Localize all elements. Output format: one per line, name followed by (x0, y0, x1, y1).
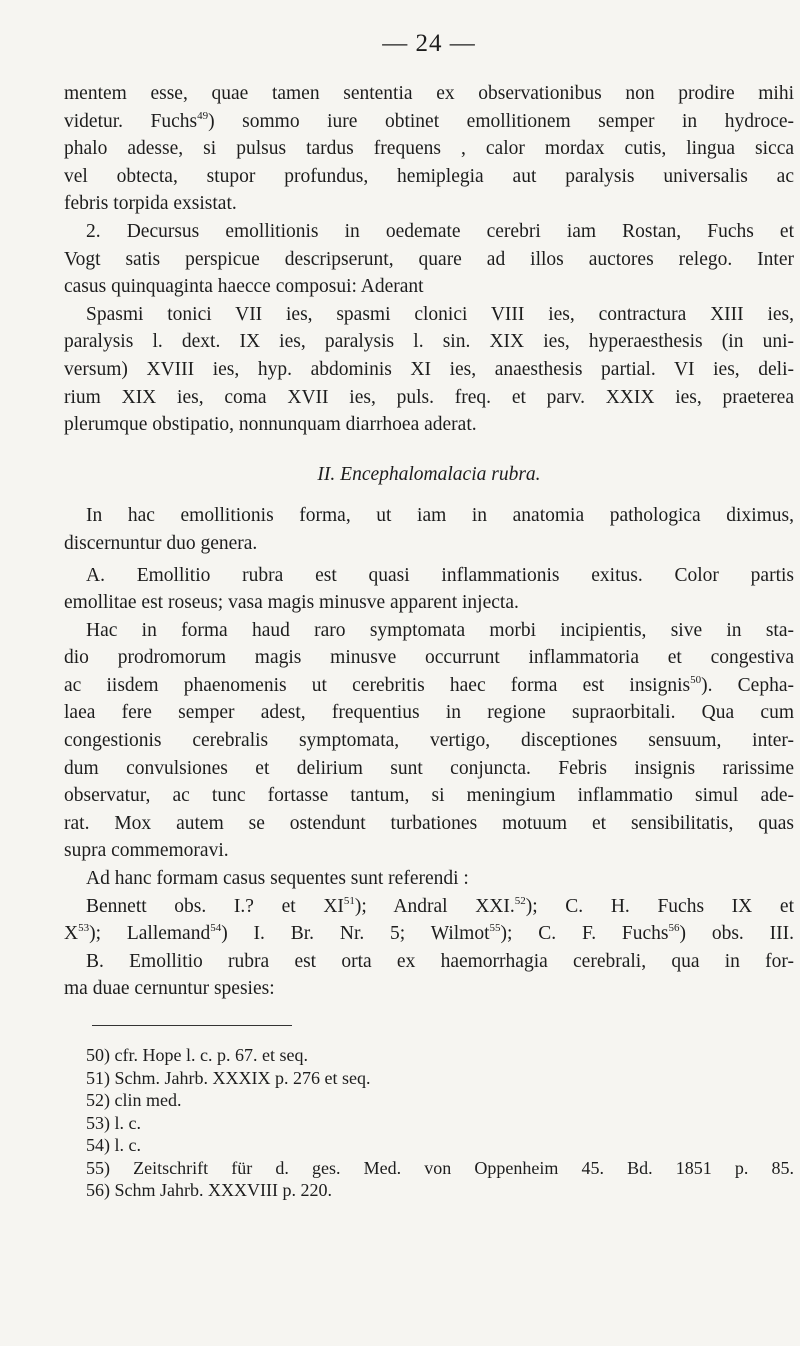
text-line: In hac emollitionis forma, ut iam in anatomia pathologica diximus, (86, 505, 794, 527)
section-heading: II. Encephalomalacia rubra. (317, 463, 541, 485)
footnote: 52) clin med. (86, 1090, 182, 1110)
footnote-ref: 49 (197, 109, 209, 122)
footnote-ref: 55 (489, 922, 501, 935)
text-line: vel obtecta, stupor profundus, hemiplegia aut paralysis universalis ac (64, 165, 794, 187)
text-line: dio prodromorum magis minusve occurrunt inflammatoria et congestiva (64, 647, 794, 669)
text-line: rium XIX ies, coma XVII ies, puls. freq. et parv. XXIX ies, praeterea (64, 386, 794, 408)
footnote: 50) cfr. Hope l. c. p. 67. et seq. (86, 1045, 308, 1065)
footnote: 51) Schm. Jahrb. XXXIX p. 276 et seq. (86, 1067, 371, 1088)
footnote-ref: 52 (514, 894, 526, 907)
page (64, 30, 794, 1202)
paragraph-4 (64, 562, 794, 866)
footnote: 56) Schm Jahrb. XXXVIII p. 220. (86, 1180, 332, 1200)
text-line: mentem esse, quae tamen sententia ex observationibus non prodire mihi (64, 83, 794, 104)
paragraph-1 (64, 80, 794, 218)
footnote-ref: 54 (210, 922, 222, 935)
paragraph-6 (64, 948, 794, 1003)
paragraph-2 (64, 218, 794, 439)
text-line: observatur, ac tunc fortasse tantum, si meningium inflammatio simul ade- (64, 785, 794, 807)
text-line: supra commemoravi. (64, 840, 229, 862)
footnote: 55) Zeitschrift für d. ges. Med. von Oppenheim 45. Bd. 1851 p. 85. (86, 1157, 794, 1178)
text-line: laea fere semper adest, frequentius in regione supraorbitali. Qua cum (64, 702, 794, 724)
text-line: Spasmi tonici VII ies, spasmi clonici VIII ies, contractura XIII ies, (86, 303, 794, 325)
footnote-ref: 50 (690, 673, 702, 686)
text-line: phalo adesse, si pulsus tardus frequens , calor mordax cutis, lingua sicca (64, 138, 794, 160)
text-line: rat. Mox autem se ostendunt turbationes motuum et sensibilitatis, quas (64, 812, 794, 834)
text-line: Vogt satis perspicue descripserunt, quare ad illos auctores relego. Inter (64, 248, 794, 270)
footnote-ref: 51 (343, 894, 355, 907)
text-line: 2. Decursus emollitionis in oedemate cerebri iam Rostan, Fuchs et (86, 220, 794, 242)
paragraph-5 (64, 865, 794, 948)
footnote: 53) l. c. (86, 1112, 141, 1133)
footnote-divider (92, 1025, 292, 1026)
text-line: Ad hanc formam casus sequentes sunt referendi : (86, 868, 469, 890)
text-line: $X^{53}$); Lallemand$^{54}$) I. Br. Nr. 5; Wilmot$^{55}$); C. F. Fuchs$^{56}$) obs. III. (64, 922, 794, 945)
page-number: — 24 — (382, 30, 476, 57)
text-line: A. Emollitio rubra est quasi inflammationis exitus. Color partis (86, 564, 794, 586)
text-line: discernuntur duo genera. (64, 532, 258, 554)
text-line: Hac in forma haud raro symptomata morbi incipientis, sive in sta- (86, 619, 794, 641)
text-line: dum convulsiones et delirium sunt conjuncta. Febris insignis rarissime (64, 757, 794, 779)
text-line: congestionis cerebralis symptomata, vertigo, disceptiones sensuum, inter- (64, 730, 794, 752)
text-line: emollitae est roseus; vasa magis minusve apparent injecta. (64, 592, 519, 614)
text-line: B. Emollitio rubra est orta ex haemorrhagia cerebrali, qua in for- (86, 950, 794, 972)
text-line: versum) XVIII ies, hyp. abdominis XI ies, anaesthesis partial. VI ies, deli- (64, 358, 794, 380)
text-line: plerumque obstipatio, nonnunquam diarrhoea aderat. (64, 414, 477, 436)
text-line: paralysis l. dext. IX ies, paralysis l. sin. XIX ies, hyperaesthesis (in uni- (64, 331, 794, 353)
footnote-ref: 56 (668, 922, 680, 935)
text-line: febris torpida exsistat. (64, 193, 237, 215)
footnote-ref: 53 (78, 922, 90, 935)
text-line: ac iisdem phaenomenis ut cerebritis haec forma est insignis$^{50}$). Cepha- (64, 673, 794, 696)
text-line: casus quinquaginta haecce composui: Aderant (64, 276, 424, 298)
text-line: ma duae cernuntur spesies: (64, 978, 275, 1000)
footnotes (64, 1044, 794, 1202)
footnote: 54) l. c. (86, 1135, 141, 1155)
paragraph-3 (64, 502, 794, 557)
text-line: videtur. Fuchs$^{49}$) sommo iure obtinet emollitionem semper in hydroce- (64, 109, 794, 132)
text-line: Bennett obs. I.? et XI$^{51}$); Andral XXI.$^{52}$); C. H. Fuchs IX et (86, 894, 794, 917)
